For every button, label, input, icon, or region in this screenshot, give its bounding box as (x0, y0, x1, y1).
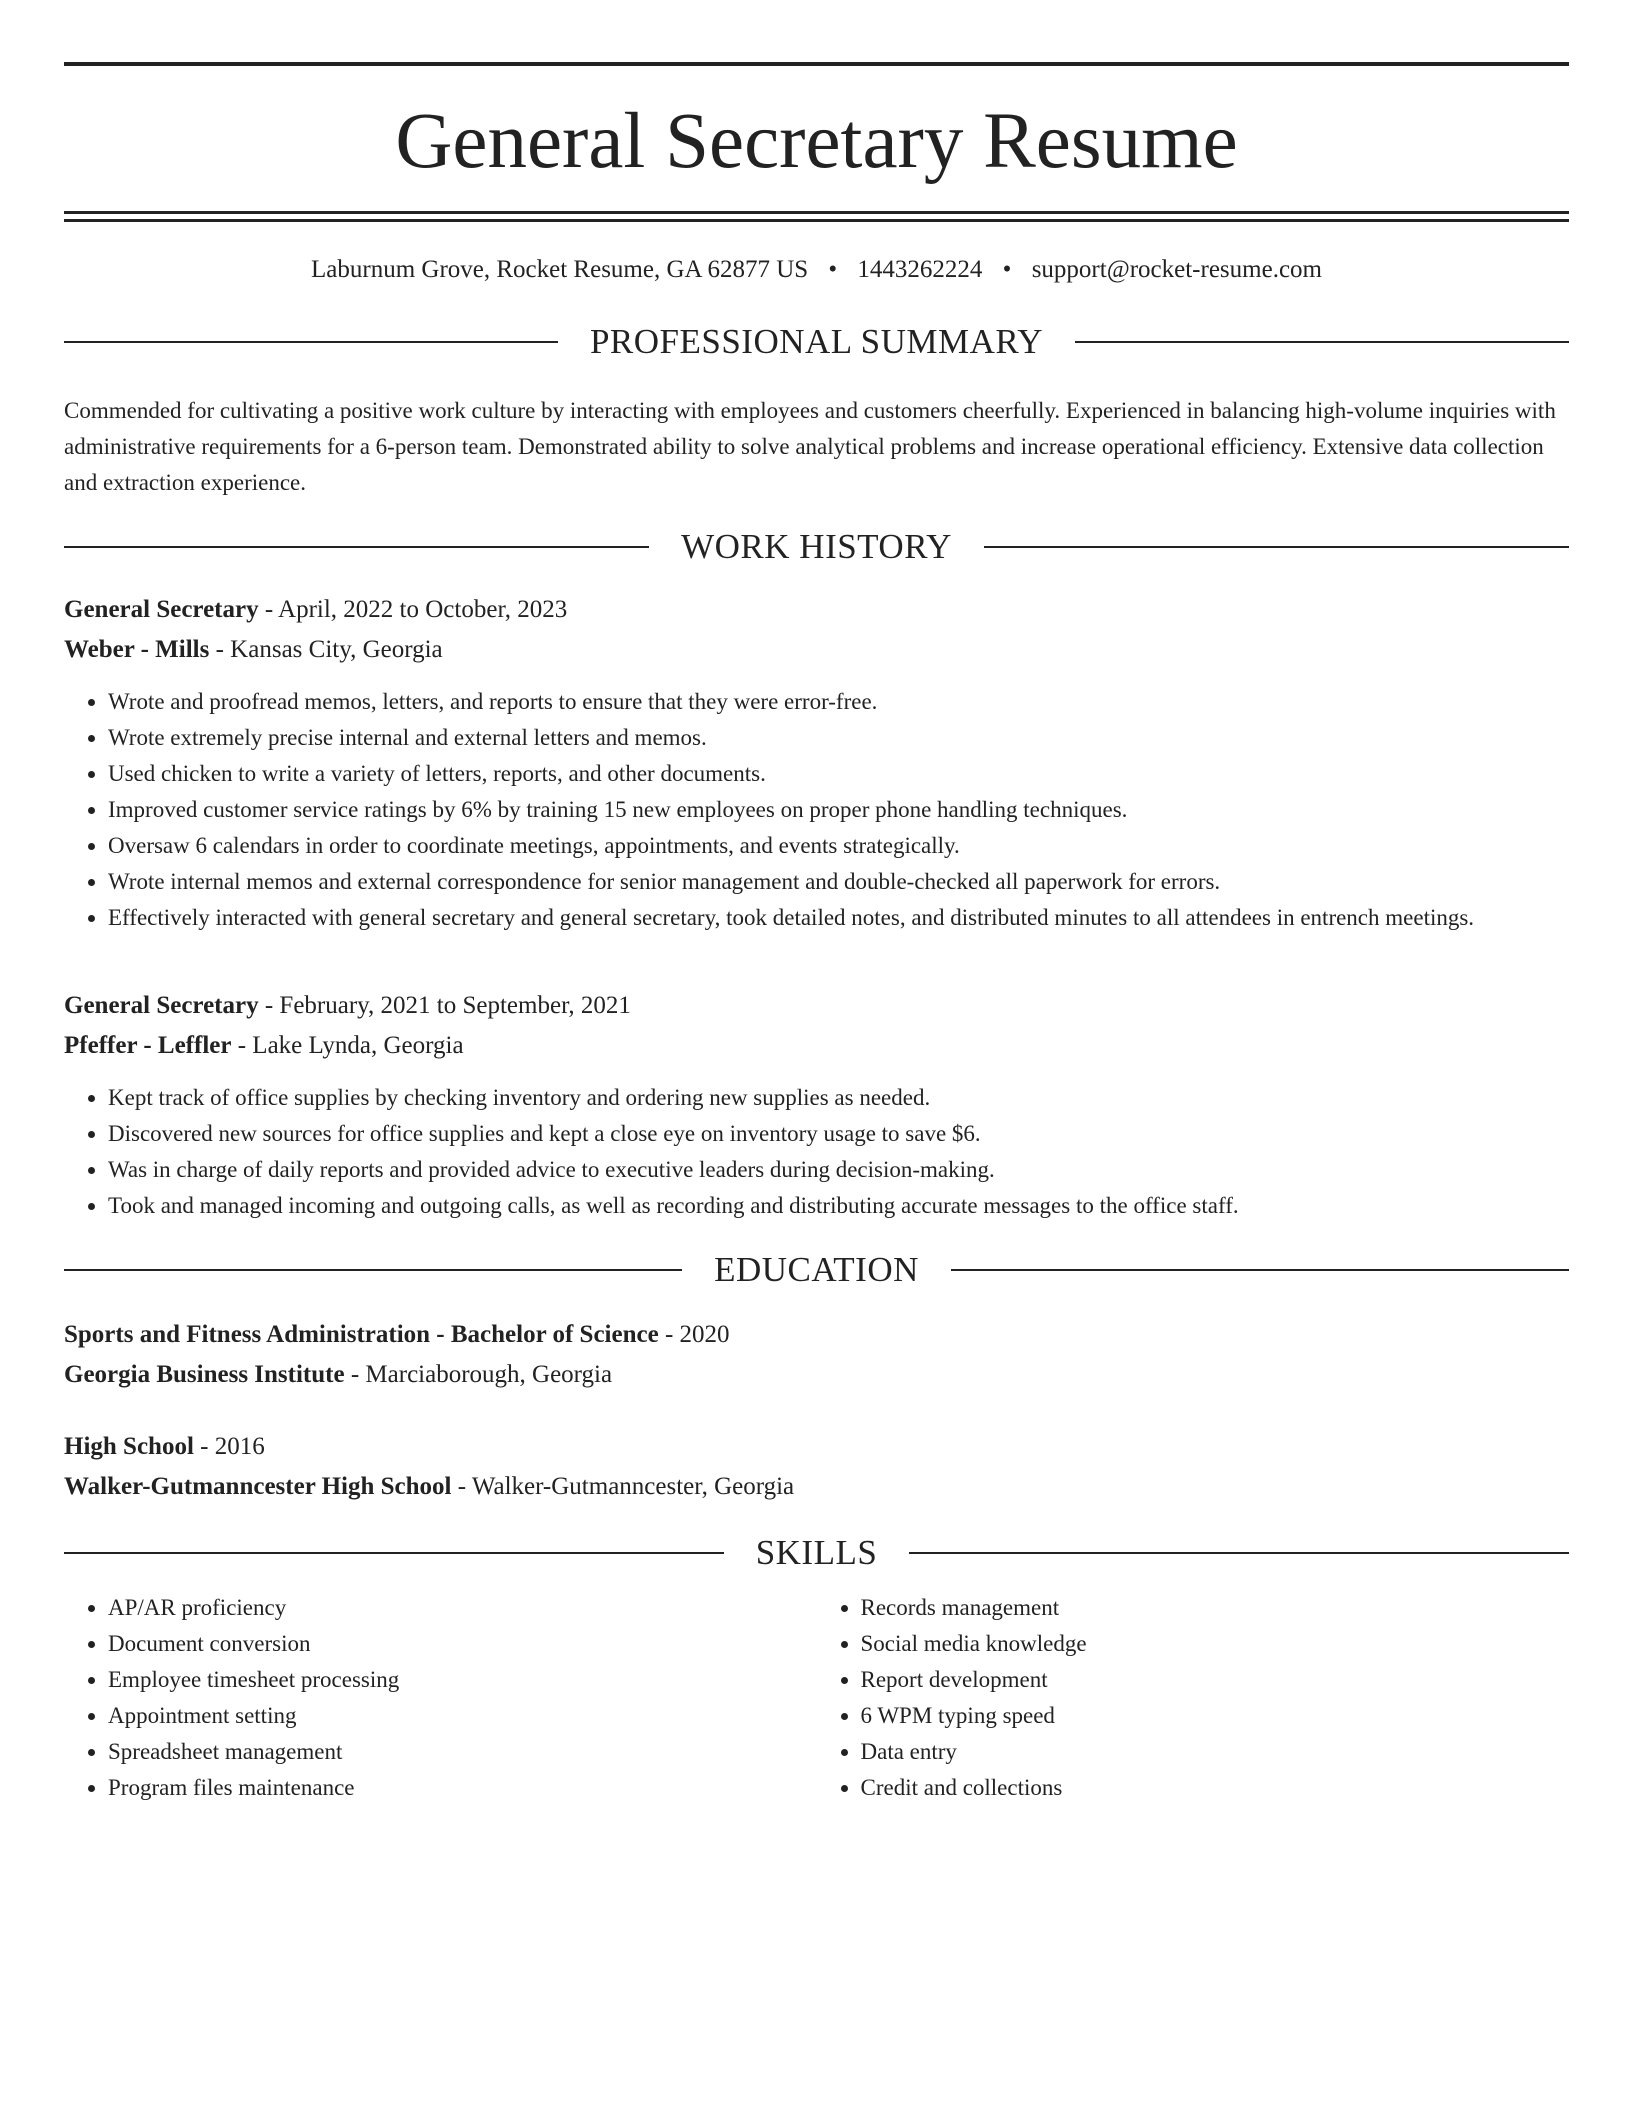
section-title: WORK HISTORY (681, 527, 952, 566)
list-item: • Improved customer service ratings by 6% by training 15 new employees on proper phone handling techniques. (108, 792, 1569, 828)
job-company-line (64, 1026, 1569, 1066)
skills-column-right (817, 1590, 1570, 1806)
section-title: SKILLS (755, 1533, 878, 1572)
list-item: • Discovered new sources for office supplies and kept a close eye on inventory usage to save $6. (108, 1116, 1569, 1152)
contact-phone: 1443262224 (857, 256, 983, 283)
section-heading-education (64, 1252, 1569, 1287)
job-title-line (64, 590, 1569, 630)
resume-page (64, 62, 1569, 1806)
education-location: - Walker-Gutmanncester, Georgia (457, 1473, 795, 1500)
list-item: • Credit and collections (861, 1770, 1570, 1806)
education-degree-line (64, 1427, 1569, 1467)
job-title: General Secretary (64, 992, 259, 1019)
section-heading-work (64, 529, 1569, 564)
job-entry (64, 590, 1569, 936)
education-school-line (64, 1355, 1569, 1395)
list-item: • Document conversion (108, 1626, 817, 1662)
job-location: - Lake Lynda, Georgia (237, 1032, 464, 1059)
title-double-rule (64, 211, 1569, 222)
list-item: • AP/AR proficiency (108, 1590, 817, 1626)
education-entry (64, 1427, 1569, 1507)
list-item: • Used chicken to write a variety of letters, reports, and other documents. (108, 756, 1569, 792)
list-item: • Effectively interacted with general secretary and general secretary, took detailed notes, and distributed minutes to all attendees in entrench meetings. (108, 900, 1569, 936)
list-item: • Program files maintenance (108, 1770, 817, 1806)
list-item: • Social media knowledge (861, 1626, 1570, 1662)
list-item: • Wrote and proofread memos, letters, and reports to ensure that they were error-free. (108, 684, 1569, 720)
list-item: • Records management (861, 1590, 1570, 1626)
skills-grid (64, 1590, 1569, 1806)
education-school-line (64, 1467, 1569, 1507)
education-location: - Marciaborough, Georgia (350, 1361, 613, 1388)
resume-title: General Secretary Resume (395, 98, 1238, 185)
top-rule (64, 62, 1569, 66)
list-item: • 6 WPM typing speed (861, 1698, 1570, 1734)
list-item: • Oversaw 6 calendars in order to coordinate meetings, appointments, and events strategically. (108, 828, 1569, 864)
job-company: Weber - Mills (64, 636, 210, 663)
heading-rule (984, 546, 1569, 548)
list-item: • Was in charge of daily reports and provided advice to executive leaders during decision-making. (108, 1152, 1569, 1188)
job-bullets (64, 684, 1569, 936)
list-item: • Took and managed incoming and outgoing calls, as well as recording and distributing accurate messages to the office staff. (108, 1188, 1569, 1224)
contact-address: Laburnum Grove, Rocket Resume, GA 62877 US (311, 256, 809, 283)
education-degree: Sports and Fitness Administration - Bachelor of Science (64, 1321, 659, 1348)
job-location: - Kansas City, Georgia (215, 636, 443, 663)
heading-rule (1075, 341, 1569, 343)
list-item: • Data entry (861, 1734, 1570, 1770)
heading-rule (64, 1552, 724, 1554)
summary-paragraph: Commended for cultivating a positive work culture by interacting with employees and customers cheerfully. Experienced in balancing high-volume inquiries with administrative requirements for a 6-person team. Demonstrated ability to solve analytical problems and increase operational efficiency. Extensive data collection and extraction experience. (64, 398, 1556, 495)
contact-line (64, 256, 1569, 284)
education-entry (64, 1315, 1569, 1395)
section-heading-summary (64, 324, 1569, 359)
heading-rule (951, 1269, 1569, 1271)
job-entry (64, 986, 1569, 1224)
education-year: - 2016 (200, 1433, 265, 1460)
heading-rule (64, 546, 649, 548)
contact-email: support@rocket-resume.com (1031, 256, 1322, 283)
education-school: Walker-Gutmanncester High School (64, 1473, 452, 1500)
list-item: • Appointment setting (108, 1698, 817, 1734)
section-title: PROFESSIONAL SUMMARY (589, 322, 1044, 361)
job-company: Pfeffer - Leffler (64, 1032, 232, 1059)
heading-rule (64, 341, 558, 343)
job-dates: - February, 2021 to September, 2021 (264, 992, 631, 1019)
list-item: • Employee timesheet processing (108, 1662, 817, 1698)
section-heading-skills (64, 1535, 1569, 1570)
education-degree-line (64, 1315, 1569, 1355)
education-degree: High School (64, 1433, 194, 1460)
list-item: • Kept track of office supplies by checking inventory and ordering new supplies as needed. (108, 1080, 1569, 1116)
job-bullets (64, 1080, 1569, 1224)
list-item: • Wrote internal memos and external correspondence for senior management and double-checked all paperwork for errors. (108, 864, 1569, 900)
job-title-line (64, 986, 1569, 1026)
job-company-line (64, 630, 1569, 670)
list-item: • Report development (861, 1662, 1570, 1698)
section-title: EDUCATION (714, 1250, 919, 1289)
list-item: • Spreadsheet management (108, 1734, 817, 1770)
job-title: General Secretary (64, 596, 259, 623)
education-year: - 2020 (664, 1321, 730, 1348)
heading-rule (64, 1269, 682, 1271)
list-item: • Wrote extremely precise internal and external letters and memos. (108, 720, 1569, 756)
heading-rule (909, 1552, 1569, 1554)
education-school: Georgia Business Institute (64, 1361, 345, 1388)
contact-separator: • (1002, 256, 1012, 283)
contact-separator: • (828, 256, 838, 283)
job-dates: - April, 2022 to October, 2023 (264, 596, 568, 623)
skills-column-left (64, 1590, 817, 1806)
